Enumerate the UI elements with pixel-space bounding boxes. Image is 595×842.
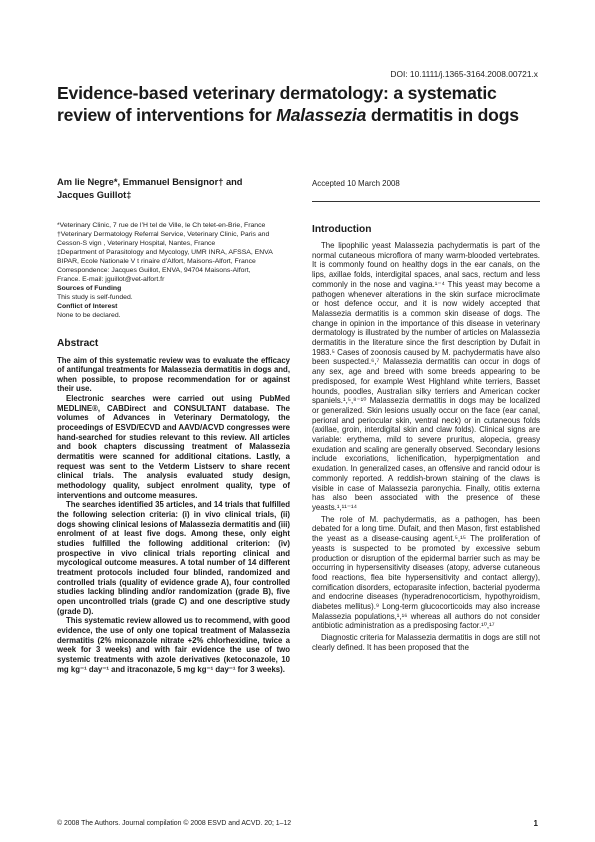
affiliation-line: *Veterinary Clinic, 7 rue de l’H tel de Ville, le Ch telet-en-Brie, France: [57, 222, 266, 229]
intro-paragraph-1: The lipophilic yeast Malassezia pachydermatis is part of the normal cutaneous microflora of many warm-blooded vertebrates. It is commonly found on healthy dogs in the ear canals, on the lips, axillae folds, interdigital spaces, anal sacs, rectum and less commonly in the nose and vagina.¹⁻⁴ This yeast may become a pathogen whenever alterations in the skin surface microclimate or host defence occur, and it is now widely accepted that Malassezia dermatitis is a common skin disease of dogs. The change in opinion in the importance of this disease in veterinary dermatology is illustrated by the number of articles on Malassezia dermatitis in the literature since the first description by Dufait in 1983.⁵ Cases of zoonosis caused by M. pachydermatis have also been suspected.⁶,⁷ Malassezia dermatitis can occur in dogs of any sex, age and breed with some breeds appearing to be predisposed, for example West Highland white terriers, Basset hounds, poodles, Australian silky terriers and American cocker spaniels.¹,⁵,⁸⁻¹⁰ Malassezia dermatitis in dogs may be localized or generalized. Skin lesions usually occur on the face (ear canal, perioral and periocular skin, ventral neck) or in cutaneous folds (axillae, groin, interdigital skin and claw folds). Clinical signs are variable: erythema, mild to severe pruritus, alopecia, greasy exudation and scaling are generally observed. Secondary lesions include excoriations, lichenification, hyperpigmentation and exudation. In generalized cases, an offensive and rancid odour is commonly reported. A reddish-brown staining of the claws is visible in case of Malassezia paronychia. Finally, otitis externa has also been associated with the presence of these yeasts.¹,¹¹⁻¹⁴: [312, 241, 540, 512]
funding-text: This study is self-funded.: [57, 294, 133, 302]
abstract-paragraph-3: The searches identified 35 articles, and 14 trials that fulfilled the following selection criteria: (i) in vivo clinical trials, (ii) dogs showing clinical lesions of Malassezia dermatitis and (iii) enrolment of at least five dogs. Among these, only eight studies fulfilled the following additional criterion: (iv) prospective in vivo clinical trials reporting clinical and mycological outcome measures. A total number of 14 different treatment protocols included four blinded, randomized and controlled trials (quality of evidence grade A), four controlled studies lacking blinding and/or randomization (grade B), five open uncontrolled trials (grade C) and one descriptive study (grade D).: [57, 500, 290, 616]
affiliation-line: France. E-mail: jguillot@vet-alfort.fr: [57, 276, 165, 284]
abstract-heading: Abstract: [57, 337, 99, 349]
abstract-body: [57, 356, 290, 675]
article-title: [57, 83, 547, 126]
affiliation-line: BIPAR, Ecole Nationale V t rinaire d’Alfort, Maisons-Alfort, France: [57, 258, 256, 266]
intro-paragraph-3: Diagnostic criteria for Malassezia dermatitis in dogs are still not clearly defined. It has been proposed that the: [312, 633, 540, 652]
author-list: [57, 176, 290, 202]
affiliation-line: †Veterinary Dermatology Referral Service, Veterinary Clinic, Paris and: [57, 231, 270, 239]
affiliations-block: [57, 221, 290, 321]
introduction-body: [312, 241, 540, 653]
section-divider: [312, 201, 540, 202]
conflict-label: Conflict of Interest: [57, 303, 118, 311]
title-line-2c: dermatitis in dogs: [366, 104, 519, 125]
authors-line-2: Jacques Guillot‡: [57, 190, 132, 200]
title-line-1: Evidence-based veterinary dermatology: a systematic: [57, 83, 497, 103]
intro-paragraph-2: The role of M. pachydermatis, as a pathogen, has been debated for a long time. Dufait, and then Mason, first established the yeast as a disease-causing agent.⁵,¹⁵ The proliferation of yeasts is suspected to be promoted by excessive sebum production or disruption of the epidermal barrier such as may be occurring in hypersensitivity diseases (atopy, adverse cutaneous food reactions, flea bite hypersensitivity and contact allergy), cornification disorders, ectoparasite infection, bacterial pyoderma and endocrine diseases (hyperadrenocorticism, hypothyroidism, diabetes mellitus).⁹ Long-term glucocorticoids may also increase Malassezia populations,¹,¹⁶ whereas all authors do not consider antibiotic administration as a predisposing factor.¹⁰,¹⁷: [312, 514, 540, 631]
conflict-text: None to be declared.: [57, 312, 121, 320]
copyright-footer: © 2008 The Authors. Journal compilation © 2008 ESVD and ACVD. 20; 1–12: [57, 820, 292, 827]
affiliation-line: Cesson-S vign , Veterinary Hospital, Nantes, France: [57, 240, 216, 248]
page-number: 1: [533, 819, 538, 828]
abstract-paragraph-4: This systematic review allowed us to recommend, with good evidence, the use of only one topical treatment of Malassezia dermatitis (2% miconazole nitrate +2% chlorhexidine, twice a week for 3 weeks) and with fair evidence the use of two systemic treatments with azole derivatives (ketoconazole, 10 mg kg⁻¹ day⁻¹ and itraconazole, 5 mg kg⁻¹ day⁻¹ for 3 weeks).: [57, 616, 290, 674]
abstract-paragraph-1: The aim of this systematic review was to evaluate the efficacy of antifungal treatments for Malassezia dermatitis in dogs and, when possible, to propose recommendation for or against their use.: [57, 355, 290, 394]
accepted-date: Accepted 10 March 2008: [312, 179, 400, 188]
doi-line: DOI: 10.1111/j.1365-3164.2008.00721.x: [390, 69, 538, 79]
authors-line-1: Am lie Negre*, Emmanuel Bensignor† and: [57, 177, 243, 187]
left-column: [57, 176, 290, 674]
funding-label: Sources of Funding: [57, 285, 122, 293]
abstract-paragraph-2: Electronic searches were carried out using PubMed MEDLINE®, CABDirect and CONSULTANT database. The volumes of Advances in Veterinary Dermatology, the proceedings of ESVD/ECVD and AAVD/ACVD congresses were hand-searched for studies relevant to this review. All articles and book chapters discussing treatment of Malassezia dermatitis were scanned for additional citations. Lastly, a request was sent to the Vetderm Listserv to share recent clinical trials. The analysis evaluated study design, methodology quality, subject enrolment quality, type of interventions and outcome measures.: [57, 394, 290, 500]
introduction-heading: Introduction: [312, 224, 372, 235]
title-genus: Malassezia: [276, 104, 367, 125]
right-column: [312, 176, 540, 653]
affiliation-line: ‡Department of Parasitology and Mycology, UMR INRA, AFSSA, ENVA: [57, 249, 273, 257]
title-line-2a: review of interventions for: [57, 104, 277, 125]
affiliation-line: Correspondence: Jacques Guillot, ENVA, 94704 Maisons-Alfort,: [57, 267, 251, 275]
